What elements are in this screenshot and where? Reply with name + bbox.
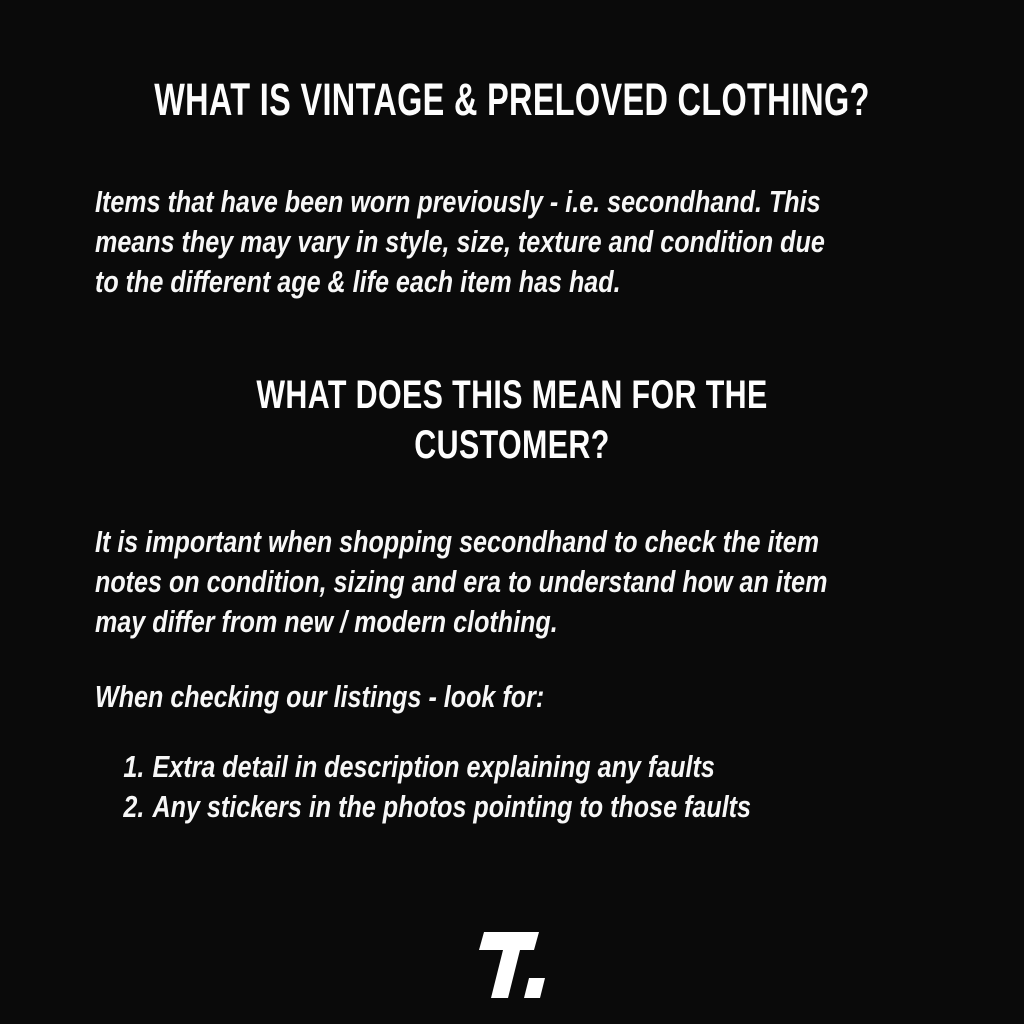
checklist-item-2-number: 2. (123, 789, 145, 824)
checklist-item-1 (123, 747, 751, 787)
section-heading (123, 370, 901, 470)
customer-paragraph (95, 522, 827, 642)
checklist-item-2-text: Any stickers in the photos pointing to those faults (152, 789, 751, 824)
t-period-logo-icon (476, 932, 548, 1000)
customer-line-3: may differ from new / modern clothing. (95, 604, 558, 639)
listings-lead: When checking our listings - look for: (95, 679, 545, 714)
brand-logo (476, 932, 548, 1000)
checklist-item-2 (123, 787, 751, 827)
intro-line-2: means they may vary in style, size, texture and condition due (95, 224, 825, 259)
section-heading-line-2: CUSTOMER? (414, 423, 610, 467)
t-bar-shape (479, 932, 539, 950)
customer-line-1: It is important when shopping secondhand to check the item (95, 524, 820, 559)
poster-title: WHAT IS VINTAGE & PRELOVED CLOTHING? (154, 74, 870, 125)
t-stem-shape (491, 950, 520, 998)
checklist (95, 747, 751, 827)
checklist-item-1-text: Extra detail in description explaining any faults (152, 749, 715, 784)
section-heading-line-1: WHAT DOES THIS MEAN FOR THE (256, 373, 768, 417)
checklist-item-1-number: 1. (123, 749, 145, 784)
intro-paragraph (95, 182, 825, 302)
customer-line-2: notes on condition, sizing and era to understand how an item (95, 564, 828, 599)
intro-line-3: to the different age & life each item has had. (95, 264, 621, 299)
intro-line-1: Items that have been worn previously - i.e. secondhand. This (95, 184, 821, 219)
t-period-shape (524, 978, 545, 998)
